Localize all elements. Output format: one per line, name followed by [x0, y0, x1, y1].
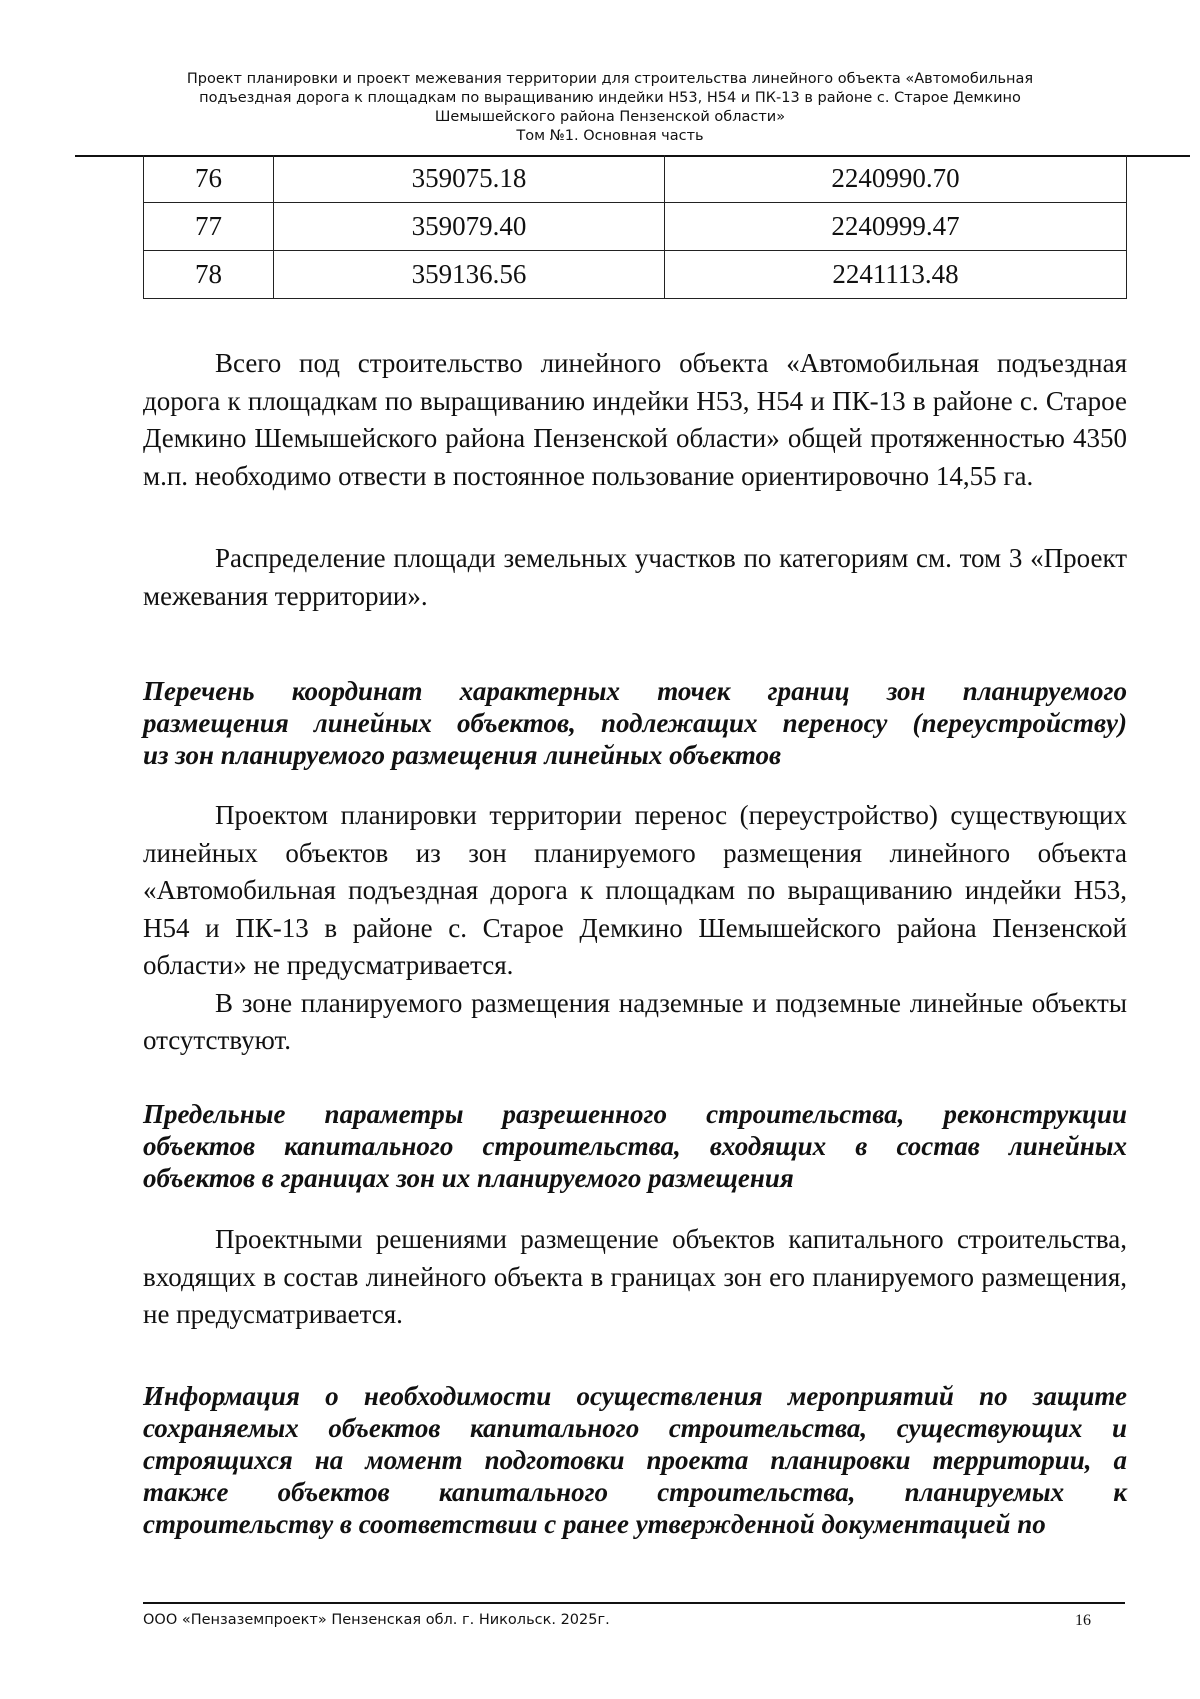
point-number: 77: [144, 203, 274, 251]
table-row: [144, 203, 1127, 251]
coord-x: 359075.18: [274, 155, 665, 203]
header-line: подъездная дорога к площадкам по выращиванию индейки Н53, Н54 и ПК-13 в районе с. Старое Демкино: [199, 90, 1021, 106]
paragraph-project-decisions: Проектными решениями размещение объектов капитального строительства, входящих в состав линейного объекта в границах зон его планируемого размещения, не предусматривается.: [143, 1224, 1127, 1329]
section-heading-protection-info: Информация о необходимости осуществления мероприятий по защите сохраняемых объектов капитального строительства, существующих и строящихся на момент подготовки проекта планировки территории, а также объектов капитального строительства, планируемых к строительству в соответствии с ранее утвержденной документацией по: [143, 1381, 1127, 1539]
footer-divider: [143, 1602, 1125, 1604]
paragraph-total-area: Всего под строительство линейного объекта «Автомобильная подъездная дорога к площадкам по выращиванию индейки Н53, Н54 и ПК-13 в районе с. Старое Демкино Шемышейского района Пензенской области» общей протяженностью 4350 м.п. необходимо отвести в постоянное пользование ориентировочно 14,55 га.: [143, 348, 1127, 491]
coord-x: 359079.40: [274, 203, 665, 251]
document-header: [140, 70, 1080, 146]
header-line: Проект планировки и проект межевания территории для строительства линейного объекта «Автомобильная: [186, 71, 1034, 87]
coord-x: 359136.56: [274, 251, 665, 299]
coordinates-table: [143, 155, 1127, 299]
point-number: 78: [144, 251, 274, 299]
coord-y: 2240999.47: [665, 203, 1127, 251]
page-number: 16: [1075, 1612, 1091, 1629]
point-number: 76: [144, 155, 274, 203]
coord-y: 2241113.48: [665, 251, 1127, 299]
coord-y: 2240990.70: [665, 155, 1127, 203]
paragraph-land-distribution: Распределение площади земельных участков по категориям см. том 3 «Проект межевания территории».: [143, 543, 1127, 611]
section-heading-limit-parameters: Предельные параметры разрешенного строительства, реконструкции объектов капитального строительства, входящих в состав линейных объектов в границах зон их планируемого размещения: [143, 1099, 1127, 1193]
paragraph-no-relocation: Проектом планировки территории перенос (переустройство) существующих линейных объектов из зон планируемого размещения линейного объекта «Автомобильная подъездная дорога к площадкам по выращиванию индейки Н53, Н54 и ПК-13 в районе с. Старое Демкино Шемышейского района Пензенской области» не предусматривается. В зоне планируемого размещения надземные и подземные линейные объекты отсутствуют.: [143, 800, 1127, 1055]
section-heading-coordinates: Перечень координат характерных точек границ зон планируемого размещения линейных объектов, подлежащих переносу (переустройству) из зон планируемого размещения линейных объектов: [143, 676, 1127, 770]
table-row: [144, 155, 1127, 203]
header-volume: Том №1. Основная часть: [516, 128, 704, 144]
table-row: [144, 251, 1127, 299]
header-line: Шемышейского района Пензенской области»: [434, 109, 786, 125]
footer-organization: ООО «Пензаземпроект» Пензенская обл. г. Никольск. 2025г.: [143, 1612, 610, 1628]
